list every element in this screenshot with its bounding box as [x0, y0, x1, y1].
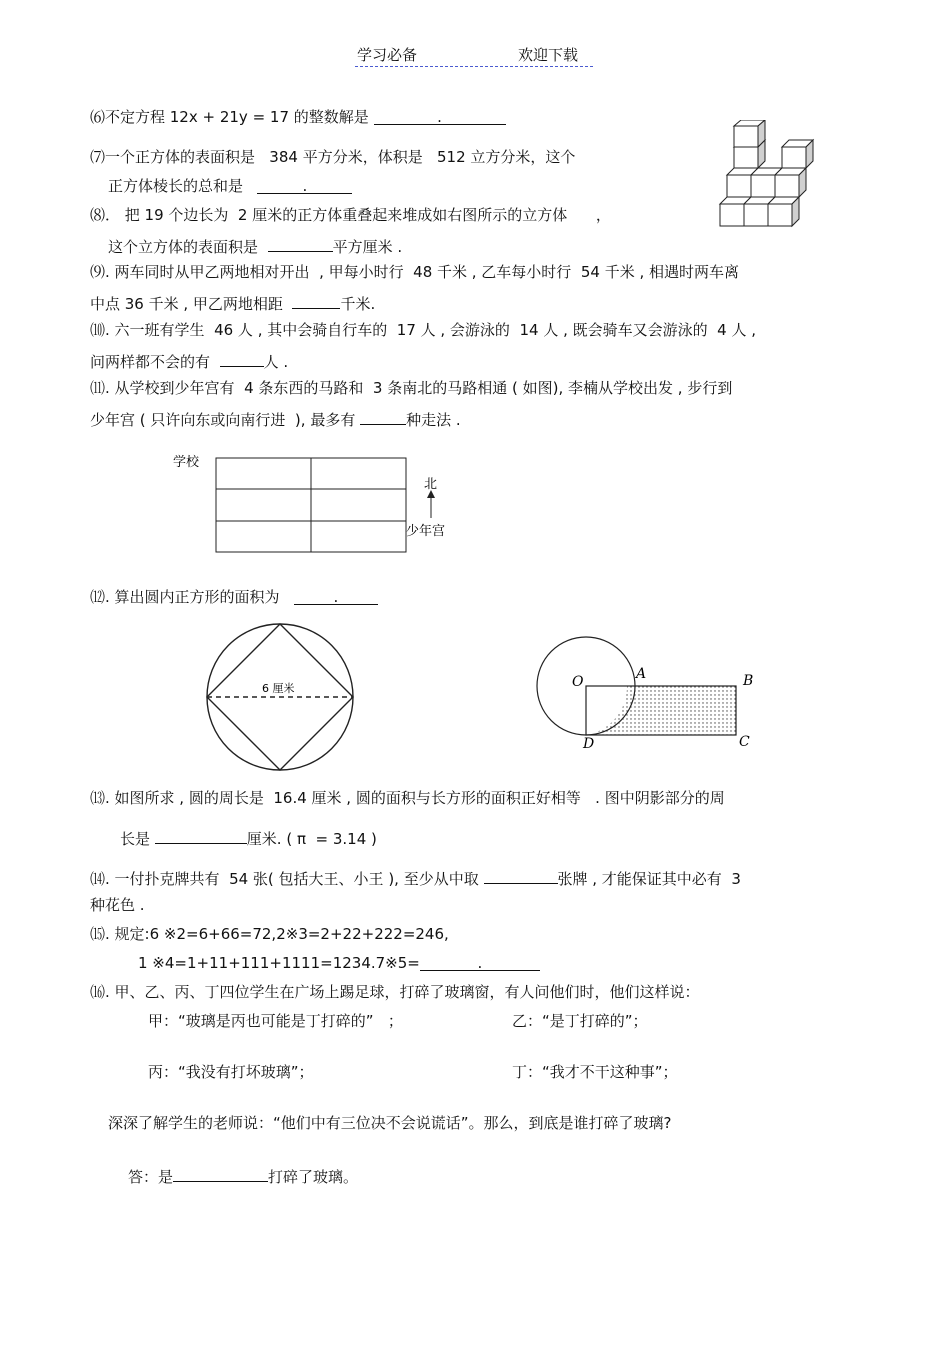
q9-answer-blank[interactable]: [292, 291, 340, 309]
q16-intro: ⒃. 甲、乙、丙、丁四位学生在广场上踢足球，打碎了玻璃窗，有人问他们时，他们这样说：: [90, 983, 700, 1001]
q9-line2b: 千米.: [340, 295, 376, 313]
q9-line2a: 中点 36 千米 , 甲乙两地相距: [90, 295, 283, 313]
q7-line2: 正方体棱长的总和是: [108, 177, 244, 195]
q8-line2a: 这个立方体的表面积是: [108, 238, 259, 256]
question-11-line2: [90, 407, 461, 430]
point-O: O: [572, 674, 584, 690]
q14-line2: 种花色 .: [90, 896, 145, 914]
q16-answer-b: 打碎了玻璃。: [268, 1168, 359, 1186]
q16-statement-ding: 丁：“我才不干这种事”；: [512, 1063, 678, 1081]
q10-line2b: 人 .: [263, 353, 289, 371]
q8-line1: ⑻． 把 19 个边长为 2 厘米的正方体重叠起来堆成如右图所示的立方体 ，: [90, 206, 611, 224]
question-9-line2: [90, 291, 375, 314]
circle-rectangle-figure: [530, 630, 770, 760]
q16-statement-jia: 甲：“玻璃是丙也可能是丁打碎的” ；: [148, 1012, 403, 1030]
q14-line1b: 张牌 , 才能保证其中必有 3: [557, 870, 741, 888]
q12-answer-blank[interactable]: .: [294, 587, 378, 605]
q11-answer-blank[interactable]: [360, 407, 406, 425]
point-C: C: [739, 734, 750, 750]
q11-line2b: 种走法 .: [406, 411, 461, 429]
label-school: 学校: [173, 455, 200, 470]
page-header: [355, 44, 593, 67]
q8-line2b: 平方厘米 .: [332, 238, 403, 256]
q14-answer-blank[interactable]: [484, 866, 558, 884]
q15-line2: 1 ※4=1+11+111+1111=1234.7※5=: [138, 954, 420, 972]
point-D: D: [583, 736, 595, 752]
q8-answer-blank[interactable]: [268, 234, 333, 252]
q16-statement-yi: 乙：“是丁打碎的”；: [512, 1012, 648, 1030]
q16-teacher: 深深了解学生的老师说：“他们中有三位决不会说谎话”。那么，到底是谁打碎了玻璃?: [108, 1114, 672, 1132]
question-8-line2: [108, 234, 402, 257]
q6-text: ⑹不定方程 12x + 21y = 17 的整数解是: [90, 108, 369, 126]
q15-answer-blank[interactable]: .: [420, 953, 540, 971]
q15-line1: ⒂. 规定:6 ※2=6+66=72,2※3=2+22+222=246,: [90, 925, 449, 943]
q11-line2a: 少年宫 ( 只许向东或向南行进 ), 最多有: [90, 411, 356, 429]
q7-answer-blank[interactable]: .: [257, 176, 352, 194]
question-10-line2: [90, 349, 288, 372]
q12-text: ⑿. 算出圆内正方形的面积为: [90, 588, 280, 606]
circle-square-figure: [200, 617, 365, 777]
label-youth-palace: 少年宫: [406, 524, 446, 539]
cube-stack-figure: [716, 120, 816, 230]
point-B: B: [743, 673, 754, 689]
q16-answer-a: 答：是: [128, 1168, 174, 1186]
question-12: [90, 587, 378, 607]
q13-answer-blank[interactable]: [155, 826, 247, 844]
q16-answer-line: [128, 1164, 358, 1187]
q6-answer-blank[interactable]: .: [374, 107, 506, 125]
q9-line1: ⑼. 两车同时从甲乙两地相对开出 , 甲每小时行 48 千米 , 乙车每小时行 54 千米 , 相遇时两车离: [90, 263, 740, 281]
q13-line2b: 厘米. ( π = 3.14 ): [246, 830, 377, 848]
q10-line2a: 问两样都不会的有: [90, 353, 211, 371]
road-grid-figure: [170, 448, 460, 560]
point-A: A: [636, 666, 647, 682]
diameter-label: 6 厘米: [262, 682, 295, 695]
question-7-line2: [108, 176, 352, 196]
question-6: [90, 107, 506, 127]
q13-line1: ⒀. 如图所求 , 圆的周长是 16.4 厘米 , 圆的面积与长方形的面积正好相等 . 图中阴影部分的周: [90, 789, 725, 807]
q14-line1a: ⒁. 一付扑克牌共有 54 张( 包括大王、小王 ), 至少从中取: [90, 870, 479, 888]
question-14-line1: [90, 866, 741, 889]
q11-line1: ⑾. 从学校到少年宫有 4 条东西的马路和 3 条南北的马路相通 ( 如图), 李楠从学校出发 , 步行到: [90, 379, 733, 397]
q13-line2a: 长是: [120, 830, 151, 848]
q10-answer-blank[interactable]: [220, 349, 264, 367]
q7-line1: ⑺一个正方体的表面积是 384 平方分米，体积是 512 立方分米，这个: [90, 148, 576, 166]
q10-line1: ⑽. 六一班有学生 46 人 , 其中会骑自行车的 17 人 , 会游泳的 14 人 , 既会骑车又会游泳的 4 人 ,: [90, 321, 757, 339]
question-15-line2: [138, 953, 540, 973]
question-13-line2: [120, 826, 377, 849]
q16-answer-blank[interactable]: [173, 1164, 268, 1182]
header-right: 欢迎下载: [518, 46, 579, 64]
q16-statement-bing: 丙：“我没有打坏玻璃”；: [148, 1063, 314, 1081]
header-left: 学习必备: [357, 46, 418, 64]
label-north: 北: [424, 477, 438, 492]
